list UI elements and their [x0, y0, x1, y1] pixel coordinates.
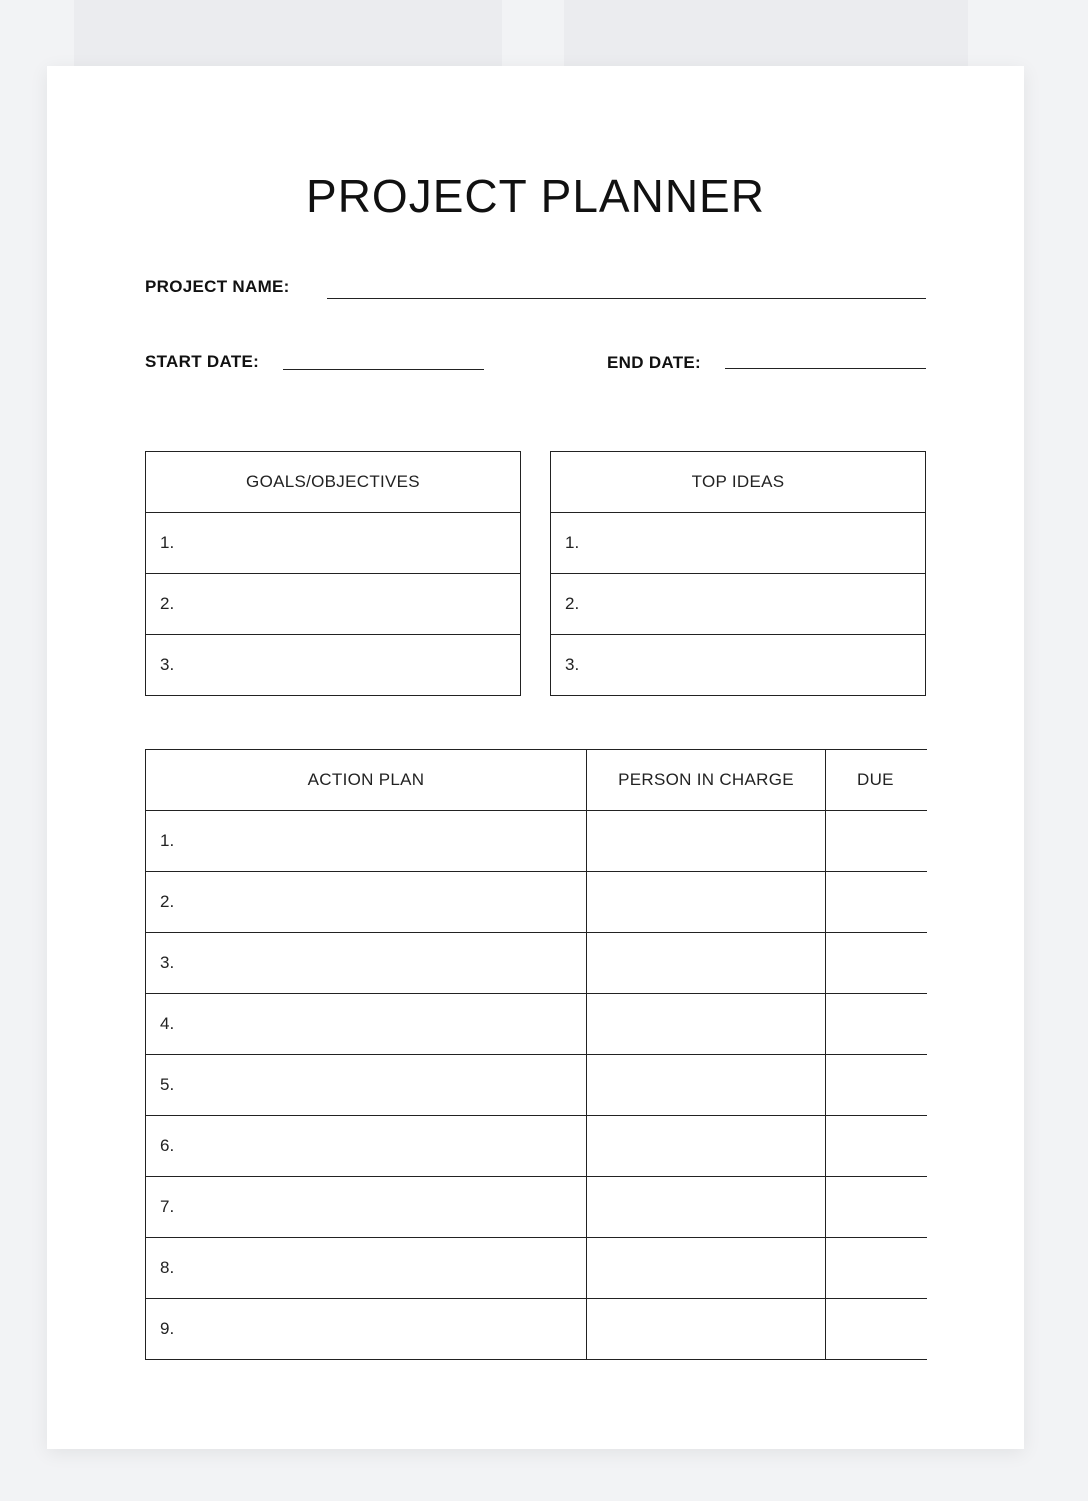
start-date-line[interactable] [283, 369, 484, 370]
person-cell[interactable] [587, 1055, 826, 1116]
person-cell[interactable] [587, 1177, 826, 1238]
start-date-label: START DATE: [145, 352, 260, 371]
end-date-label: END DATE: [607, 353, 701, 372]
action-row[interactable] [146, 1177, 927, 1238]
due-cell[interactable] [826, 1238, 927, 1299]
person-cell[interactable] [587, 933, 826, 994]
due-cell[interactable] [826, 1116, 927, 1177]
due-cell[interactable] [826, 1177, 927, 1238]
goals-header: GOALS/OBJECTIVES [146, 452, 521, 513]
due-cell[interactable] [826, 1055, 927, 1116]
ideas-header-row [551, 452, 926, 513]
ideas-header: TOP IDEAS [551, 452, 926, 513]
action-row-number: 2. [146, 872, 587, 933]
ideas-row[interactable] [551, 513, 926, 574]
action-row[interactable] [146, 811, 927, 872]
action-row-number: 6. [146, 1116, 587, 1177]
action-plan-header-row [146, 750, 927, 811]
action-row[interactable] [146, 1055, 927, 1116]
background-block-left [74, 0, 502, 66]
due-header: DUE [826, 750, 927, 811]
action-row[interactable] [146, 872, 927, 933]
action-row-number: 4. [146, 994, 587, 1055]
action-row[interactable] [146, 994, 927, 1055]
person-cell[interactable] [587, 1116, 826, 1177]
action-plan-header: ACTION PLAN [146, 750, 587, 811]
person-cell[interactable] [587, 1238, 826, 1299]
action-row-number: 7. [146, 1177, 587, 1238]
person-cell[interactable] [587, 994, 826, 1055]
goals-row-number: 2. [146, 574, 521, 635]
end-date-line[interactable] [725, 368, 926, 369]
top-ideas-table [550, 451, 926, 696]
project-name-label: PROJECT NAME: [145, 277, 290, 296]
person-cell[interactable] [587, 811, 826, 872]
goals-header-row [146, 452, 521, 513]
background-block-right [564, 0, 968, 66]
goals-row[interactable] [146, 513, 521, 574]
action-row-number: 5. [146, 1055, 587, 1116]
action-row[interactable] [146, 933, 927, 994]
ideas-row[interactable] [551, 574, 926, 635]
goals-row-number: 3. [146, 635, 521, 696]
action-row[interactable] [146, 1238, 927, 1299]
ideas-row-number: 3. [551, 635, 926, 696]
due-cell[interactable] [826, 994, 927, 1055]
action-row-number: 8. [146, 1238, 587, 1299]
due-cell[interactable] [826, 933, 927, 994]
goals-table [145, 451, 521, 696]
due-cell[interactable] [826, 872, 927, 933]
action-row[interactable] [146, 1116, 927, 1177]
person-cell[interactable] [587, 872, 826, 933]
action-row-number: 9. [146, 1299, 587, 1360]
due-cell[interactable] [826, 1299, 927, 1360]
project-name-line[interactable] [327, 298, 926, 299]
page-title: PROJECT PLANNER [306, 170, 765, 222]
ideas-row-number: 1. [551, 513, 926, 574]
person-in-charge-header: PERSON IN CHARGE [587, 750, 826, 811]
due-cell[interactable] [826, 811, 927, 872]
ideas-row-number: 2. [551, 574, 926, 635]
goals-row-number: 1. [146, 513, 521, 574]
action-row[interactable] [146, 1299, 927, 1360]
planner-page [47, 66, 1024, 1449]
action-row-number: 3. [146, 933, 587, 994]
ideas-row[interactable] [551, 635, 926, 696]
goals-row[interactable] [146, 635, 521, 696]
action-row-number: 1. [146, 811, 587, 872]
action-plan-table [145, 749, 927, 1360]
person-cell[interactable] [587, 1299, 826, 1360]
goals-row[interactable] [146, 574, 521, 635]
